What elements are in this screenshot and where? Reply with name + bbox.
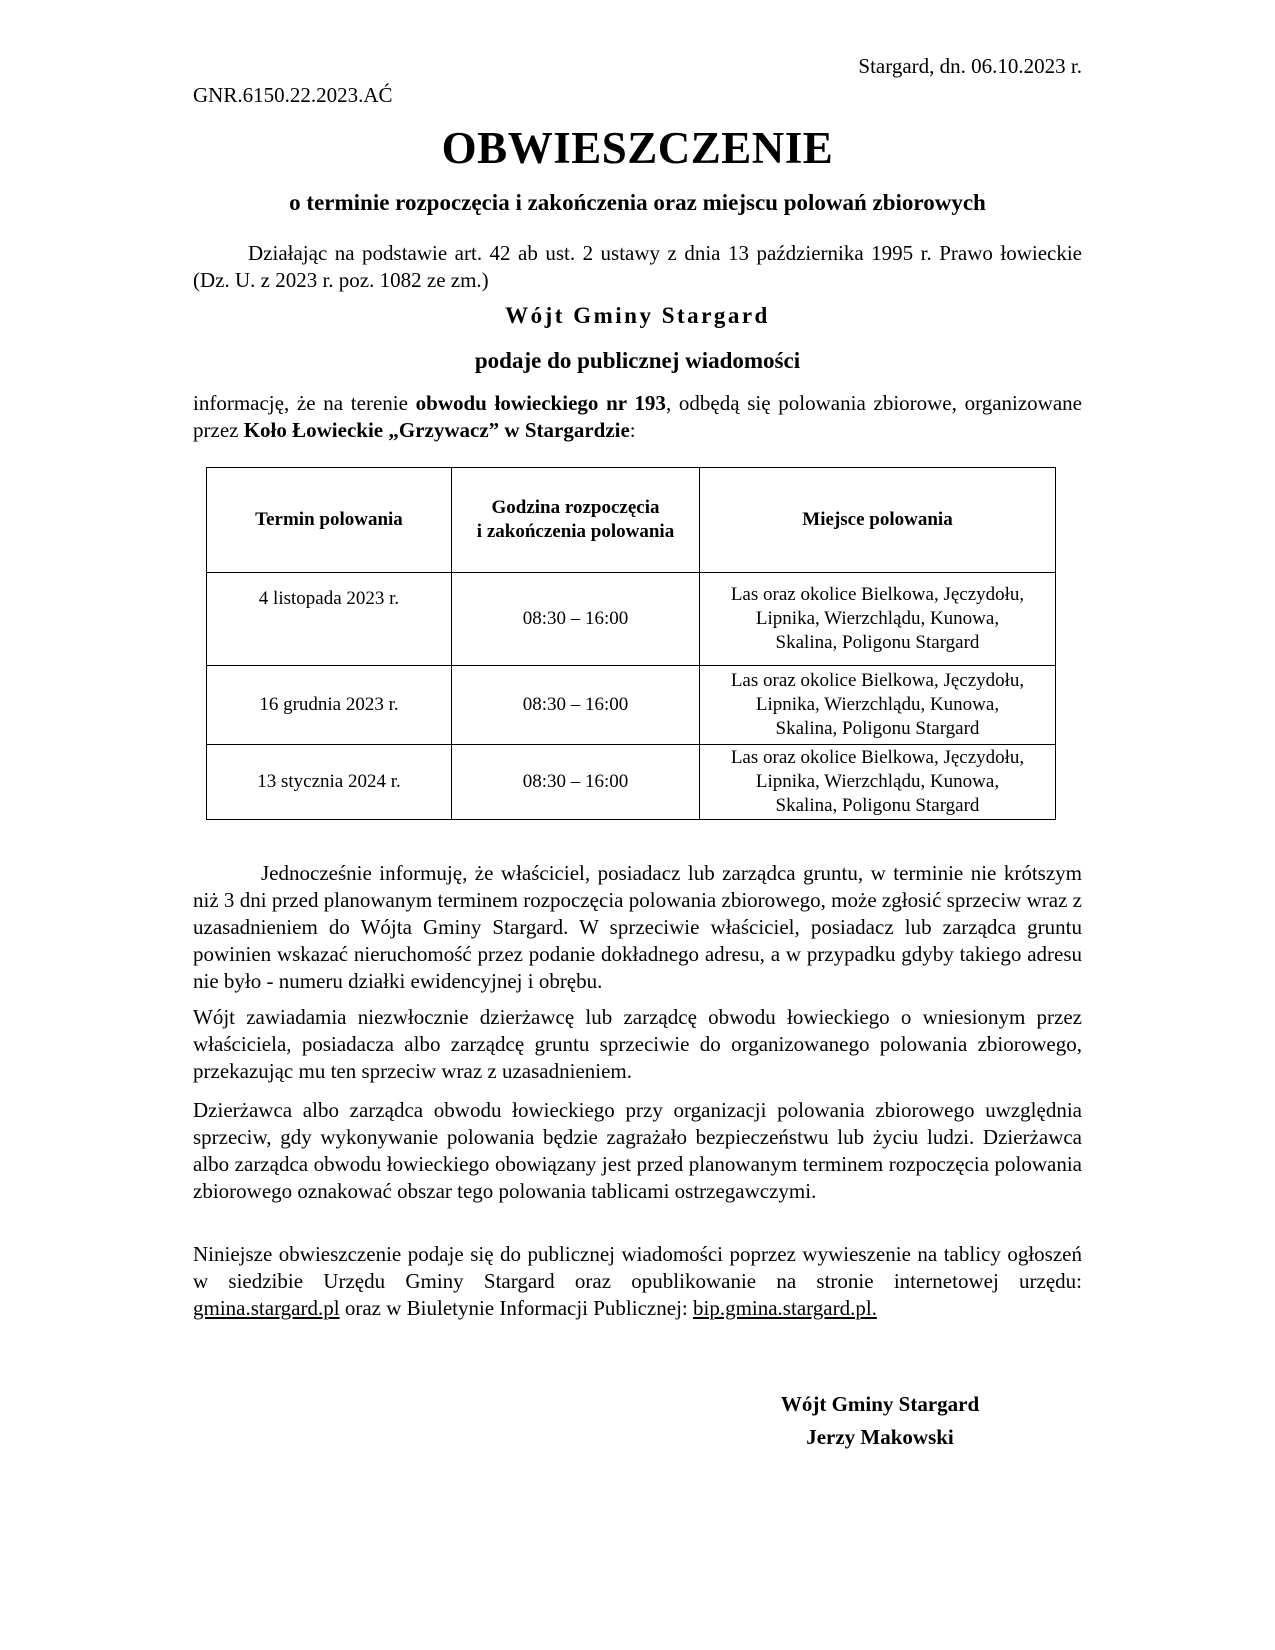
cell-hours: 08:30 – 16:00 <box>452 745 700 820</box>
place-line: Skalina, Poligonu Stargard <box>775 718 980 739</box>
cell-date: 16 grudnia 2023 r. <box>207 666 452 745</box>
table-header-row <box>207 468 1056 573</box>
cell-date: 13 stycznia 2024 r. <box>207 745 452 820</box>
cell-place <box>700 745 1056 820</box>
intro-text-1: informację, że na terenie <box>193 391 416 415</box>
bip-website-link[interactable]: bip.gmina.stargard.pl. <box>692 1296 877 1320</box>
place-line: Las oraz okolice Bielkowa, Jęczydołu, <box>730 670 1025 691</box>
cell-date: 4 listopada 2023 r. <box>207 573 452 666</box>
table-row <box>207 666 1056 745</box>
place-line: Lipnika, Wierzchlądu, Kunowa, <box>755 694 1000 715</box>
cell-place <box>700 573 1056 666</box>
gmina-website-link[interactable]: gmina.stargard.pl <box>193 1296 340 1320</box>
authority-heading: Wójt Gminy Stargard <box>505 303 770 328</box>
intro-text-2: , odbędą się polowania zbiorowe, organizowane przez <box>193 391 1082 442</box>
intro-text-3: : <box>629 418 636 442</box>
objection-paragraph: Jednocześnie informuję, że właściciel, posiadacz lub zarządca gruntu, w terminie nie krótszym niż 3 dni przed planowanym terminem rozpoczęcia polowania zbiorowego, może zgłosić sprzeciw wraz z uzasadnieniem do Wójta Gminy Stargard. W sprzeciwie właściciel, posiadacz lub zarządca gruntu powinien wskazać nieruchomość przez podanie dokładnego adresu, a w przypadku gdyby takiego adresu nie było - numeru działki ewidencyjnej i obrębu. <box>193 861 1082 993</box>
header-hours-line2: i zakończenia polowania <box>476 521 675 542</box>
announcement-heading: podaje do publicznej wiadomości <box>474 348 801 373</box>
signature-name: Jerzy Makowski <box>806 1425 954 1449</box>
place-line: Skalina, Poligonu Stargard <box>775 632 980 653</box>
intro-paragraph <box>193 390 1082 444</box>
document-date: Stargard, dn. 06.10.2023 r. <box>858 54 1082 78</box>
table-row <box>207 573 1056 666</box>
place-line: Lipnika, Wierzchlądu, Kunowa, <box>755 771 1000 792</box>
header-hours <box>452 468 700 573</box>
hunting-district: obwodu łowieckiego nr 193 <box>415 391 666 415</box>
place-line: Las oraz okolice Bielkowa, Jęczydołu, <box>730 747 1025 768</box>
hunt-schedule-table <box>206 467 1056 820</box>
place-line: Lipnika, Wierzchlądu, Kunowa, <box>755 608 1000 629</box>
cell-hours: 08:30 – 16:00 <box>452 666 700 745</box>
cell-place <box>700 666 1056 745</box>
place-line: Las oraz okolice Bielkowa, Jęczydołu, <box>730 584 1025 605</box>
publication-text-2: oraz w Biuletynie Informacji Publicznej: <box>339 1296 693 1320</box>
header-date: Termin polowania <box>207 468 452 573</box>
cell-hours: 08:30 – 16:00 <box>452 573 700 666</box>
place-line: Skalina, Poligonu Stargard <box>775 795 980 816</box>
document-subtitle: o terminie rozpoczęcia i zakończenia oraz miejscu polowań zbiorowych <box>289 190 986 215</box>
publication-text-1: Niniejsze obwieszczenie podaje się do publicznej wiadomości poprzez wywieszenie na tablicy ogłoszeń w siedzibie Urzędu Gminy Stargard oraz opublikowanie na stronie internetowej urzędu: <box>193 1242 1082 1293</box>
legal-basis-paragraph: Działając na podstawie art. 42 ab ust. 2 ustawy z dnia 13 października 1995 r. Prawo łowieckie (Dz. U. z 2023 r. poz. 1082 ze zm.) <box>193 241 1082 292</box>
signature-title: Wójt Gminy Stargard <box>780 1392 980 1416</box>
table-row <box>207 745 1056 820</box>
header-place: Miejsce polowania <box>700 468 1056 573</box>
publication-paragraph <box>193 1241 1082 1322</box>
hunting-club: Koło Łowieckie „Grzywacz” w Stargardzie <box>243 418 630 442</box>
safety-paragraph: Dzierżawca albo zarządca obwodu łowieckiego przy organizacji polowania zbiorowego uwzględnia sprzeciw, gdy wykonywanie polowania będzie zagrażało bezpieczeństwu lub życiu ludzi. Dzierżawca albo zarządca obwodu łowieckiego obowiązany jest przed planowanym terminem rozpoczęcia polowania zbiorowego oznakować obszar tego polowania tablicami ostrzegawczymi. <box>193 1098 1082 1203</box>
reference-number: GNR.6150.22.2023.AĆ <box>193 83 393 107</box>
document-title: OBWIESZCZENIE <box>441 123 834 173</box>
header-hours-line1: Godzina rozpoczęcia <box>491 497 660 518</box>
notification-paragraph: Wójt zawiadamia niezwłocznie dzierżawcę lub zarządcę obwodu łowieckiego o wniesionym przez właściciela, posiadacza albo zarządcę gruntu sprzeciwie do organizowanego polowania zbiorowego, przekazując mu ten sprzeciw wraz z uzasadnieniem. <box>193 1005 1082 1083</box>
